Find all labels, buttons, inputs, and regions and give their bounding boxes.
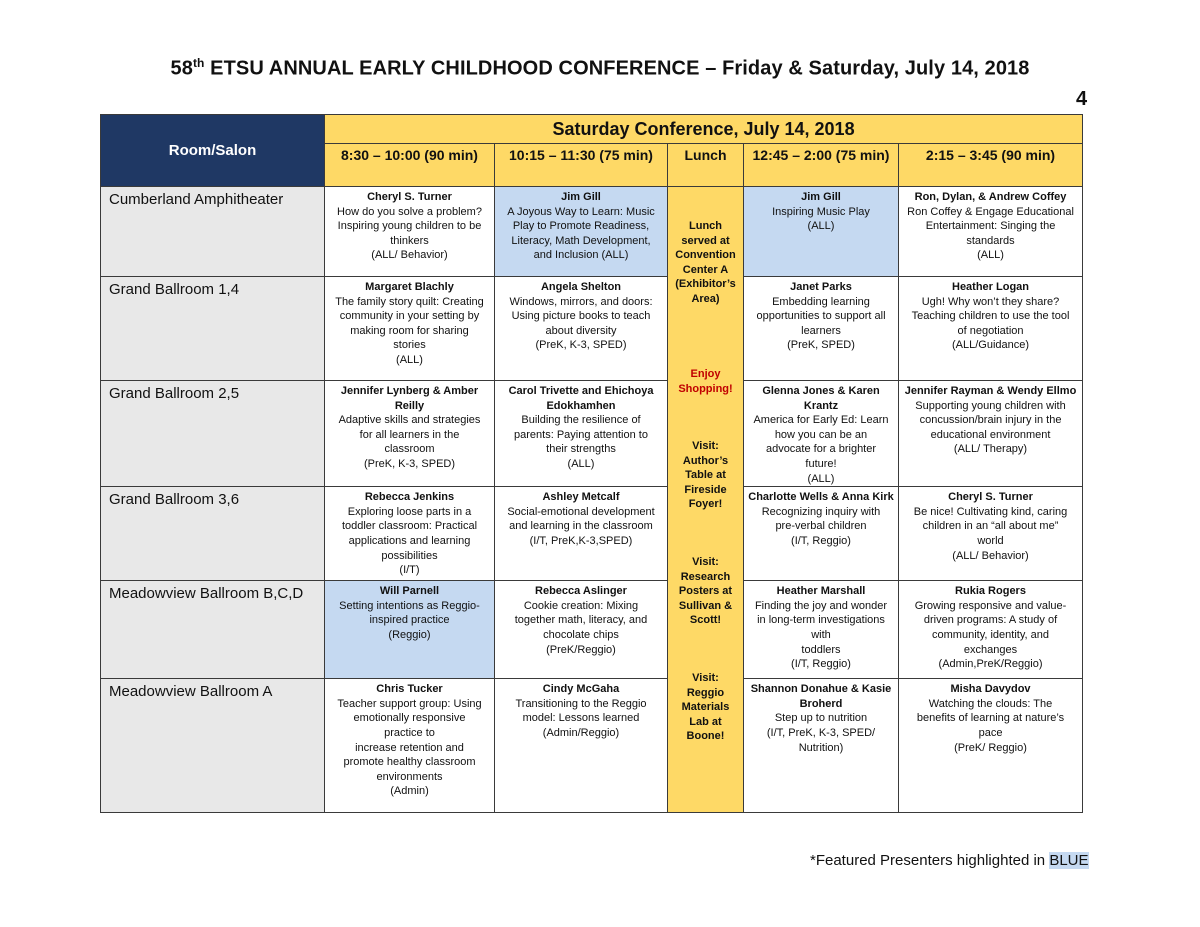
session-description-line: with xyxy=(811,628,831,641)
lunch-note xyxy=(668,555,743,628)
session-description-line: Ugh! Why won’t they share? xyxy=(921,295,1060,308)
session-description-line: (I/T, PreK,K-3,SPED) xyxy=(529,534,633,547)
session-description-line: (ALL/ Behavior) xyxy=(371,249,448,262)
presenter-name: Cindy McGaha xyxy=(542,683,620,696)
lunch-note-line: Area) xyxy=(691,292,720,305)
schedule-table xyxy=(100,114,1083,813)
session-description-line: parents: Paying attention to xyxy=(514,428,648,441)
session-description-line: (I/T, Reggio) xyxy=(791,658,851,671)
session-description-line: learners xyxy=(801,324,841,337)
presenter-name: Margaret Blachly xyxy=(365,281,454,293)
lunch-note-line: Lunch xyxy=(689,220,722,232)
slot-header: 10:15 – 11:30 (75 min) xyxy=(495,144,668,187)
presenter-name: Rebecca Aslinger xyxy=(535,585,627,598)
session-cell xyxy=(899,487,1083,581)
lunch-note xyxy=(668,671,743,744)
session-cell-featured xyxy=(744,187,899,277)
session-description-line: (PreK, SPED) xyxy=(787,339,855,352)
session-description-line: (Admin/Reggio) xyxy=(542,726,620,739)
session-description-line: benefits of learning at nature’s xyxy=(916,712,1065,725)
session-description-line: Recognizing inquiry with xyxy=(761,505,881,518)
session-description-line: Adaptive skills and strategies xyxy=(338,414,481,427)
presenter-name: Charlotte Wells & Anna Kirk xyxy=(748,491,894,504)
session-description-line: (I/T, Reggio) xyxy=(791,534,851,547)
lunch-note-line: Convention xyxy=(675,249,736,262)
session-description-line: advocate for a brighter xyxy=(765,443,877,456)
presenter-name: Janet Parks xyxy=(790,281,852,293)
session-description-line: (PreK/ Reggio) xyxy=(954,741,1027,754)
session-description-line: chocolate chips xyxy=(543,628,619,641)
lunch-note-line: Lab at xyxy=(689,715,722,728)
lunch-note-line: Shopping! xyxy=(678,382,733,395)
schedule-rows xyxy=(101,187,1083,813)
session-description-line: and learning in the classroom xyxy=(509,520,653,533)
presenter-name: Carol Trivette and Ehichoya Edokhamhen xyxy=(508,385,654,412)
session-cell xyxy=(899,679,1083,813)
session-cell xyxy=(899,277,1083,381)
session-description-line: model: Lessons learned xyxy=(522,712,640,725)
session-description-line: Setting intentions as Reggio- xyxy=(339,599,480,612)
session-description-line: classroom xyxy=(384,443,435,456)
session-description-line: Building the resilience of xyxy=(521,414,641,427)
slot-header: 12:45 – 2:00 (75 min) xyxy=(744,144,899,187)
session-description-line: Ron Coffey & Engage Educational xyxy=(907,205,1074,218)
table-row xyxy=(101,277,1083,381)
session-description-line: Embedding learning xyxy=(772,295,870,308)
presenter-name: Heather Logan xyxy=(952,281,1030,293)
session-cell xyxy=(495,381,668,487)
session-description-line: Supporting young children with xyxy=(915,399,1066,412)
session-description-line: environments xyxy=(376,770,443,783)
session-description-line: concussion/brain injury in the xyxy=(919,414,1062,427)
page-number: 4 xyxy=(1076,88,1088,110)
presenter-name: Heather Marshall xyxy=(776,585,866,598)
session-cell xyxy=(744,381,899,487)
presenter-name: Angela Shelton xyxy=(540,281,622,293)
session-description-line: world xyxy=(977,534,1004,547)
session-cell xyxy=(325,187,495,277)
lunch-note-line: Table at xyxy=(685,469,726,482)
day-header: Saturday Conference, July 14, 2018 xyxy=(325,115,1083,144)
room-name: Grand Ballroom 1,4 xyxy=(101,277,325,381)
session-cell xyxy=(325,487,495,581)
lunch-note-line: Scott! xyxy=(689,614,722,627)
presenter-name: Rebecca Jenkins xyxy=(364,491,455,504)
table-row xyxy=(101,581,1083,679)
session-description-line: in long-term investigations xyxy=(757,614,885,627)
session-description-line: Exploring loose parts in a xyxy=(347,505,472,518)
lunch-note-line: Center A xyxy=(682,263,729,276)
session-description-line: toddler classroom: Practical xyxy=(341,520,478,533)
session-cell xyxy=(325,277,495,381)
session-description-line: driven programs: A study of xyxy=(923,614,1058,627)
presenter-name: Jim Gill xyxy=(561,191,601,203)
lunch-column xyxy=(668,187,744,813)
session-description-line: (I/T, PreK, K-3, SPED/ xyxy=(766,726,876,739)
lunch-note xyxy=(668,439,743,512)
session-description-line: (PreK/Reggio) xyxy=(546,643,616,656)
session-cell xyxy=(495,277,668,381)
session-description-line: (ALL/ Behavior) xyxy=(952,549,1029,562)
featured-footnote: *Featured Presenters highlighted in BLUE xyxy=(810,852,1089,869)
session-description-line: (ALL) xyxy=(396,353,423,366)
session-description-line: A Joyous Way to Learn: Music xyxy=(507,205,655,218)
session-description-line: Using picture books to teach xyxy=(511,310,651,323)
session-description-line: (Admin) xyxy=(390,785,429,798)
session-cell xyxy=(899,381,1083,487)
presenter-name: Jim Gill xyxy=(801,191,841,203)
presenter-name: Cheryl S. Turner xyxy=(948,491,1033,504)
session-cell xyxy=(495,679,668,813)
session-description-line: Be nice! Cultivating kind, caring xyxy=(913,505,1068,518)
session-description-line: (Admin,PreK/Reggio) xyxy=(938,658,1043,671)
session-description-line: (ALL/Guidance) xyxy=(951,339,1030,352)
session-description-line: Inspiring Music Play xyxy=(772,205,870,218)
session-description-line: toddlers xyxy=(801,643,841,656)
session-description-line: Play to Promote Readiness, xyxy=(512,220,650,233)
session-cell xyxy=(495,487,668,581)
session-cell xyxy=(744,487,899,581)
session-description-line: (ALL/ Therapy) xyxy=(953,443,1028,456)
session-cell xyxy=(325,679,495,813)
session-description-line: Social-emotional development xyxy=(507,505,655,518)
session-description-line: America for Early Ed: Learn xyxy=(753,414,889,427)
session-description-line: opportunities to support all xyxy=(756,310,886,323)
lunch-note-line: Posters at xyxy=(678,585,733,598)
slot-header: 2:15 – 3:45 (90 min) xyxy=(899,144,1083,187)
session-description-line: Nutrition) xyxy=(798,741,844,754)
session-cell-featured xyxy=(325,581,495,679)
lunch-note-line: Materials xyxy=(681,701,730,714)
session-description-line: Teaching children to use the tool xyxy=(911,310,1070,323)
session-description-line: (ALL) xyxy=(807,472,835,485)
session-description-line: How do you solve a problem? xyxy=(337,205,482,218)
presenter-name: Glenna Jones & Karen Krantz xyxy=(762,385,880,412)
session-description-line: about diversity xyxy=(545,324,617,337)
session-description-line: (PreK, K-3, SPED) xyxy=(363,457,456,470)
lunch-note-line: Foyer! xyxy=(688,498,723,511)
presenter-name: Jennifer Rayman & Wendy Ellmo xyxy=(904,385,1077,397)
session-description-line: Inspiring young children to be xyxy=(337,220,482,233)
lunch-note-line: Enjoy xyxy=(690,368,721,380)
session-description-line: of negotiation xyxy=(957,324,1024,337)
session-cell xyxy=(899,581,1083,679)
presenter-name: Ron, Dylan, & Andrew Coffey xyxy=(914,191,1067,203)
presenter-name: Ashley Metcalf xyxy=(542,491,620,504)
lunch-note-line: Visit: xyxy=(692,672,719,684)
session-description-line: Literacy, Math Development, xyxy=(511,234,651,247)
session-description-line: educational environment xyxy=(930,428,1051,441)
session-description-line: Watching the clouds: The xyxy=(928,697,1053,710)
session-description-line: and Inclusion (ALL) xyxy=(533,249,629,262)
room-name: Meadowview Ballroom A xyxy=(101,679,325,813)
lunch-note-line: Sullivan & xyxy=(678,599,733,612)
session-description-line: making room for sharing xyxy=(350,324,469,337)
lunch-note-line: Visit: xyxy=(692,556,719,568)
session-description-line: community in your setting by xyxy=(339,310,480,323)
session-cell xyxy=(744,679,899,813)
room-column-header: Room/Salon xyxy=(101,115,325,187)
session-description-line: their strengths xyxy=(546,443,616,456)
lunch-note-line: Research xyxy=(680,570,731,583)
session-description-line: stories xyxy=(393,339,426,352)
presenter-name: Chris Tucker xyxy=(376,683,443,696)
session-description-line: (ALL) xyxy=(807,220,835,233)
session-description-line: The family story quilt: Creating xyxy=(335,295,484,308)
session-description-line: standards xyxy=(966,234,1015,247)
session-description-line: for all learners in the xyxy=(359,428,460,441)
table-row xyxy=(101,679,1083,813)
session-description-line: (Reggio) xyxy=(388,628,431,641)
room-name: Meadowview Ballroom B,C,D xyxy=(101,581,325,679)
session-description-line: Windows, mirrors, and doors: xyxy=(509,295,653,308)
session-description-line: Cookie creation: Mixing xyxy=(523,599,639,612)
session-description-line: Transitioning to the Reggio xyxy=(515,697,647,710)
session-description-line: promote healthy classroom xyxy=(343,756,476,769)
lunch-note-line: Reggio xyxy=(686,686,725,699)
session-description-line: exchanges xyxy=(963,643,1018,656)
session-cell-featured xyxy=(495,187,668,277)
page-title: 58th ETSU ANNUAL EARLY CHILDHOOD CONFERENCE – Friday & Saturday, July 14, 2018 xyxy=(170,56,1030,80)
presenter-name: Misha Davydov xyxy=(950,683,1031,696)
session-description-line: (PreK, K-3, SPED) xyxy=(535,339,627,352)
session-description-line: applications and learning xyxy=(348,534,471,547)
session-description-line: how you can be an xyxy=(774,428,868,441)
session-description-line: together math, literacy, and xyxy=(514,614,648,627)
slot-header: 8:30 – 10:00 (90 min) xyxy=(325,144,495,187)
lunch-note-line: (Exhibitor’s xyxy=(675,278,736,291)
session-description-line: pace xyxy=(978,726,1003,739)
session-cell xyxy=(325,381,495,487)
presenter-name: Rukia Rogers xyxy=(955,585,1026,598)
session-description-line: (I/T) xyxy=(399,564,420,577)
table-row xyxy=(101,487,1083,581)
slot-header-lunch: Lunch xyxy=(668,144,744,187)
session-description-line: inspired practice xyxy=(369,614,450,627)
session-description-line: (ALL) xyxy=(567,457,595,470)
lunch-note xyxy=(668,367,743,396)
session-description-line: possibilities xyxy=(381,549,438,562)
session-cell xyxy=(744,581,899,679)
lunch-note-line: Author’s xyxy=(682,454,729,467)
session-cell xyxy=(899,187,1083,277)
lunch-note-line: Visit: xyxy=(692,440,719,452)
lunch-note-line: served at xyxy=(681,234,730,247)
lunch-note xyxy=(668,219,743,307)
presenter-name: Cheryl S. Turner xyxy=(367,191,452,203)
session-description-line: future! xyxy=(805,457,837,470)
room-name: Grand Ballroom 2,5 xyxy=(101,381,325,487)
session-description-line: Finding the joy and wonder xyxy=(754,599,888,612)
table-row xyxy=(101,187,1083,277)
session-description-line: thinkers xyxy=(390,234,429,247)
session-description-line: pre-verbal children xyxy=(775,520,867,533)
table-row xyxy=(101,381,1083,487)
room-name: Grand Ballroom 3,6 xyxy=(101,487,325,581)
session-description-line: practice to xyxy=(384,726,435,739)
session-description-line: Teacher support group: Using xyxy=(337,697,482,710)
session-cell xyxy=(495,581,668,679)
session-description-line: children in an “all about me” xyxy=(922,520,1059,533)
lunch-note-line: Boone! xyxy=(686,730,725,743)
session-cell xyxy=(744,277,899,381)
session-description-line: increase retention and xyxy=(355,741,464,754)
presenter-name: Will Parnell xyxy=(379,585,440,598)
room-name: Cumberland Amphitheater xyxy=(101,187,325,277)
lunch-note-line: Fireside xyxy=(684,483,727,496)
session-description-line: (ALL) xyxy=(977,249,1004,262)
presenter-name: Jennifer Lynberg & Amber Reilly xyxy=(340,385,479,412)
session-description-line: emotionally responsive xyxy=(353,712,466,725)
session-description-line: Step up to nutrition xyxy=(774,712,868,725)
session-description-line: Growing responsive and value- xyxy=(914,599,1067,612)
session-description-line: community, identity, and xyxy=(932,628,1049,641)
presenter-name: Shannon Donahue & Kasie Broherd xyxy=(750,683,892,710)
session-description-line: Entertainment: Singing the xyxy=(925,220,1056,233)
